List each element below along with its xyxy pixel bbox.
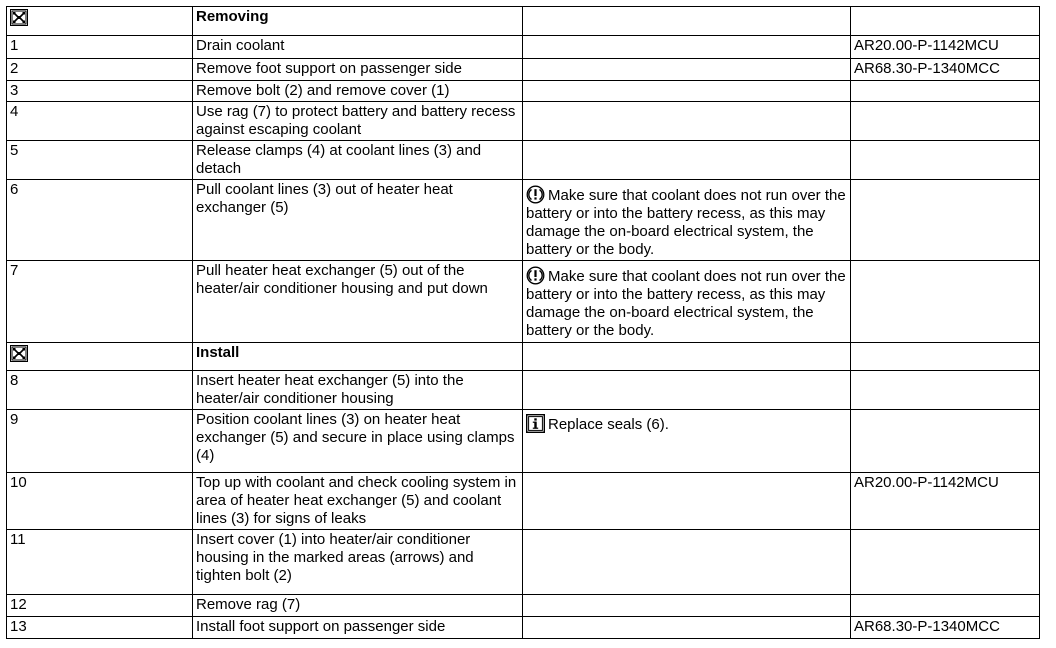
section-header-row [7, 7, 1040, 36]
section-header-row [7, 343, 1040, 371]
note-cell [523, 141, 851, 180]
reference-cell [851, 141, 1040, 180]
procedure-table [6, 6, 1040, 639]
note-cell [523, 59, 851, 81]
note-cell [523, 102, 851, 141]
reference-cell [851, 343, 1040, 371]
reference-cell: AR68.30-P-1340MCC [851, 617, 1040, 639]
step-number: 8 [7, 371, 193, 410]
step-row [7, 102, 1040, 141]
section-title: Removing [193, 7, 523, 36]
step-row [7, 261, 1040, 343]
step-instruction: Use rag (7) to protect battery and battery recess against escaping coolant [193, 102, 523, 141]
step-instruction: Drain coolant [193, 36, 523, 59]
note-cell [523, 261, 851, 343]
step-number: 13 [7, 617, 193, 639]
step-row [7, 530, 1040, 595]
note-text: Replace seals (6). [548, 416, 669, 433]
section-tools-icon [10, 345, 28, 362]
step-instruction: Install foot support on passenger side [193, 617, 523, 639]
step-instruction: Pull heater heat exchanger (5) out of the heater/air conditioner housing and put down [193, 261, 523, 343]
step-row [7, 180, 1040, 261]
step-instruction: Remove foot support on passenger side [193, 59, 523, 81]
step-number: 7 [7, 261, 193, 343]
note-text: Make sure that coolant does not run over the battery or into the battery recess, as this may damage the on-board electrical system, the battery or the body. [526, 268, 846, 339]
step-instruction: Insert heater heat exchanger (5) into the heater/air conditioner housing [193, 371, 523, 410]
reference-cell [851, 180, 1040, 261]
step-row [7, 59, 1040, 81]
reference-cell [851, 102, 1040, 141]
note-cell [523, 7, 851, 36]
reference-cell [851, 81, 1040, 102]
note-cell [523, 180, 851, 261]
step-number: 9 [7, 410, 193, 473]
note-cell [523, 595, 851, 617]
section-icon-cell [7, 7, 193, 36]
step-instruction: Remove rag (7) [193, 595, 523, 617]
note-cell [523, 473, 851, 530]
warning-icon [526, 266, 545, 285]
step-row [7, 141, 1040, 180]
step-row [7, 595, 1040, 617]
step-number: 1 [7, 36, 193, 59]
step-row [7, 371, 1040, 410]
note-cell [523, 36, 851, 59]
step-row [7, 410, 1040, 473]
step-row [7, 81, 1040, 102]
step-number: 6 [7, 180, 193, 261]
note-cell [523, 81, 851, 102]
step-instruction: Top up with coolant and check cooling system in area of heater heat exchanger (5) and coolant lines (3) for signs of leaks [193, 473, 523, 530]
note-text: Make sure that coolant does not run over the battery or into the battery recess, as this may damage the on-board electrical system, the battery or the body. [526, 187, 846, 258]
step-instruction: Position coolant lines (3) on heater heat exchanger (5) and secure in place using clamps (4) [193, 410, 523, 473]
section-title: Install [193, 343, 523, 371]
step-instruction: Insert cover (1) into heater/air conditioner housing in the marked areas (arrows) and tighten bolt (2) [193, 530, 523, 595]
step-row [7, 36, 1040, 59]
reference-cell: AR20.00-P-1142MCU [851, 473, 1040, 530]
step-number: 10 [7, 473, 193, 530]
note-cell [523, 530, 851, 595]
step-instruction: Remove bolt (2) and remove cover (1) [193, 81, 523, 102]
step-number: 2 [7, 59, 193, 81]
step-number: 5 [7, 141, 193, 180]
reference-cell: AR20.00-P-1142MCU [851, 36, 1040, 59]
step-row [7, 473, 1040, 530]
note-cell [523, 410, 851, 473]
section-icon-cell [7, 343, 193, 371]
note-cell [523, 371, 851, 410]
procedure-table-body [7, 7, 1040, 639]
reference-cell [851, 371, 1040, 410]
step-number: 4 [7, 102, 193, 141]
step-instruction: Pull coolant lines (3) out of heater heat exchanger (5) [193, 180, 523, 261]
section-tools-icon [10, 9, 28, 26]
step-row [7, 617, 1040, 639]
note-cell [523, 617, 851, 639]
step-number: 12 [7, 595, 193, 617]
warning-icon [526, 185, 545, 204]
step-number: 3 [7, 81, 193, 102]
info-icon [526, 414, 545, 433]
reference-cell [851, 410, 1040, 473]
reference-cell [851, 530, 1040, 595]
note-cell [523, 343, 851, 371]
step-instruction: Release clamps (4) at coolant lines (3) and detach [193, 141, 523, 180]
step-number: 11 [7, 530, 193, 595]
reference-cell [851, 7, 1040, 36]
reference-cell: AR68.30-P-1340MCC [851, 59, 1040, 81]
reference-cell [851, 261, 1040, 343]
reference-cell [851, 595, 1040, 617]
